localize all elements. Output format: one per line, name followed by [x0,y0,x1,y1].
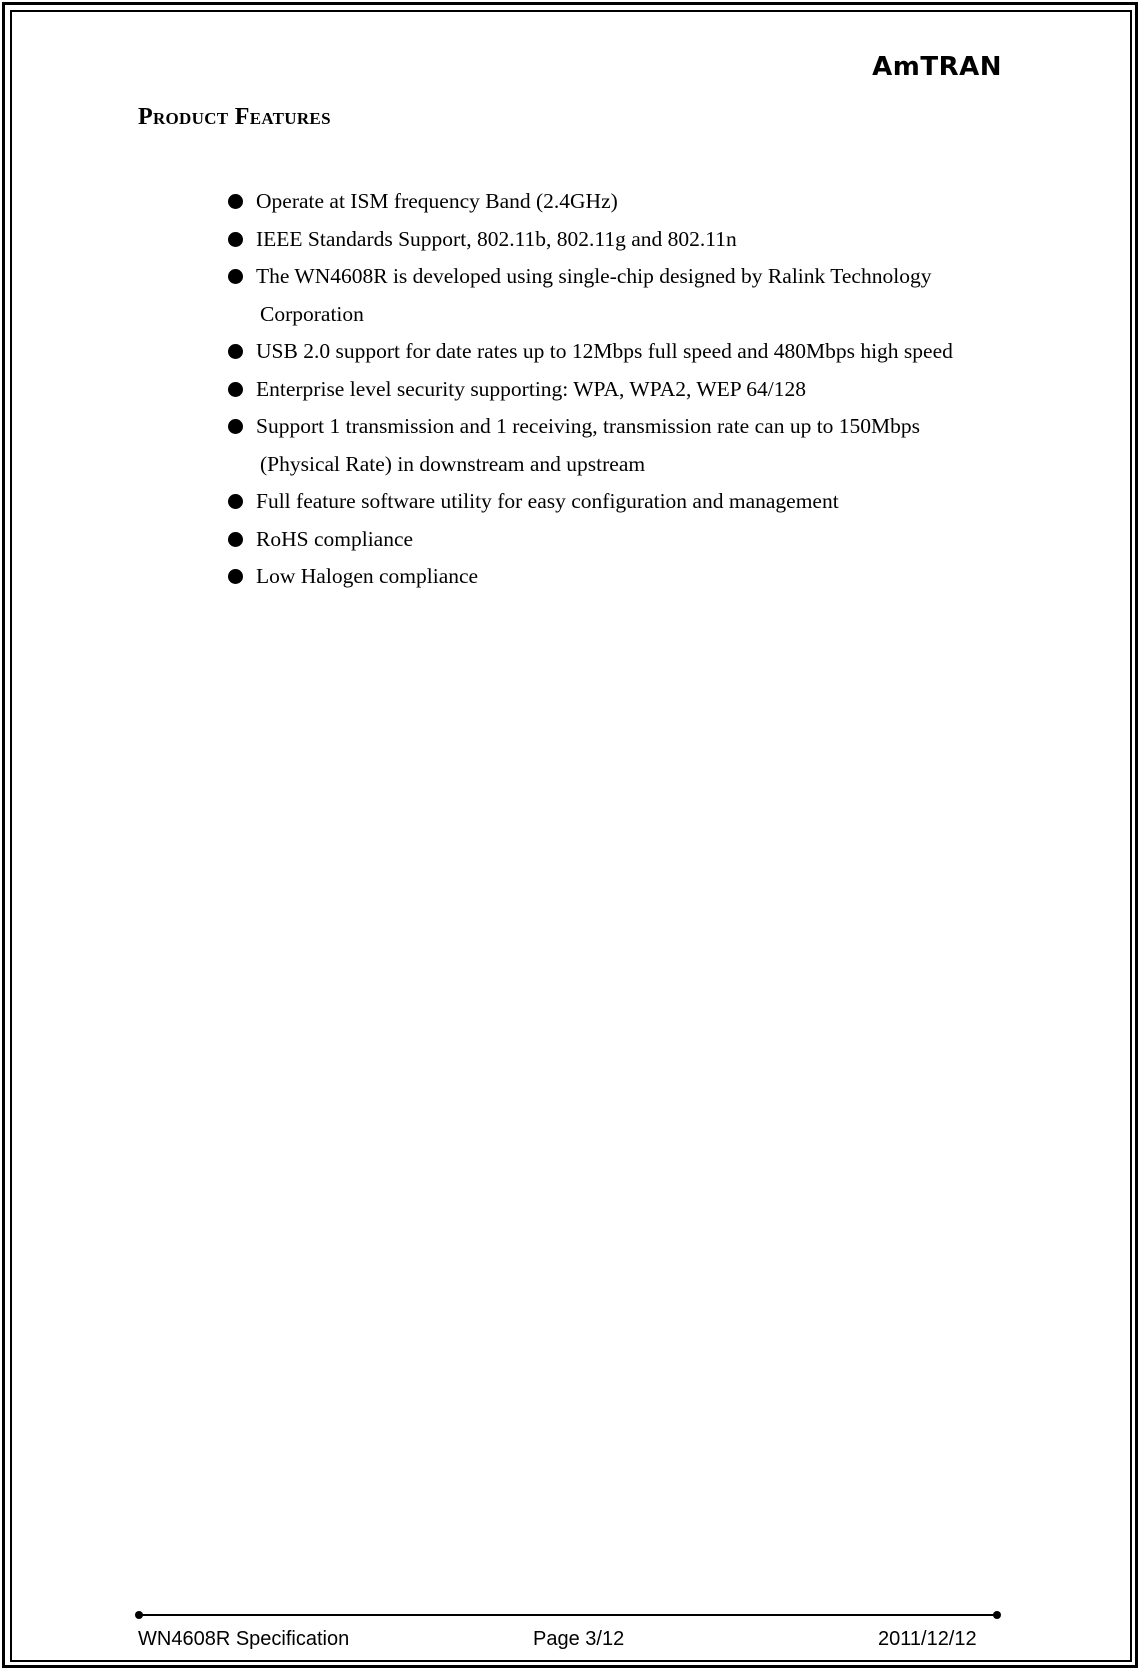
bullet-icon [228,269,243,284]
list-item [228,258,1028,333]
feature-text: Support 1 transmission and 1 receiving, transmission rate can up to 150Mbps [256,414,921,438]
list-item [228,408,1028,483]
footer-date: 2011/12/12 [878,1628,977,1650]
bullet-icon [228,532,243,547]
bullet-icon [228,194,243,209]
list-item [228,221,1028,259]
feature-text-continued: (Physical Rate) in downstream and upstream [260,451,646,476]
list-item [228,183,1028,221]
footer-doc-name: WN4608R Specification [138,1628,350,1650]
footer-divider [138,1614,998,1616]
list-item [228,371,1028,409]
feature-list [228,183,1028,596]
bullet-icon [228,382,243,397]
list-item [228,521,1028,559]
brand-logo-text: AmTRAN [872,52,1002,82]
feature-text: Full feature software utility for easy configuration and management [256,489,839,513]
bullet-icon [228,232,243,247]
feature-text: RoHS compliance [256,526,414,551]
footer-page-number: Page 3/12 [533,1628,625,1650]
feature-text-continued: Corporation [260,301,364,326]
divider-right-dot-icon [993,1611,1001,1619]
list-item [228,483,1028,521]
bullet-icon [228,419,243,434]
list-item [228,333,1028,371]
feature-text: IEEE Standards Support, 802.11b, 802.11g and 802.11n [256,226,737,251]
feature-text: USB 2.0 support for date rates up to 12Mbps full speed and 480Mbps high speed [256,339,953,363]
bullet-icon [228,494,243,509]
list-item [228,558,1028,596]
feature-text: The WN4608R is developed using single-chip designed by Ralink Technology [256,264,932,288]
section-title: Product Features [138,104,331,130]
feature-text: Low Halogen compliance [256,564,479,588]
feature-text: Enterprise level security supporting: WPA, WPA2, WEP 64/128 [256,376,807,401]
divider-left-dot-icon [135,1611,143,1619]
bullet-icon [228,569,243,584]
bullet-icon [228,344,243,359]
feature-text: Operate at ISM frequency Band (2.4GHz) [256,189,618,213]
